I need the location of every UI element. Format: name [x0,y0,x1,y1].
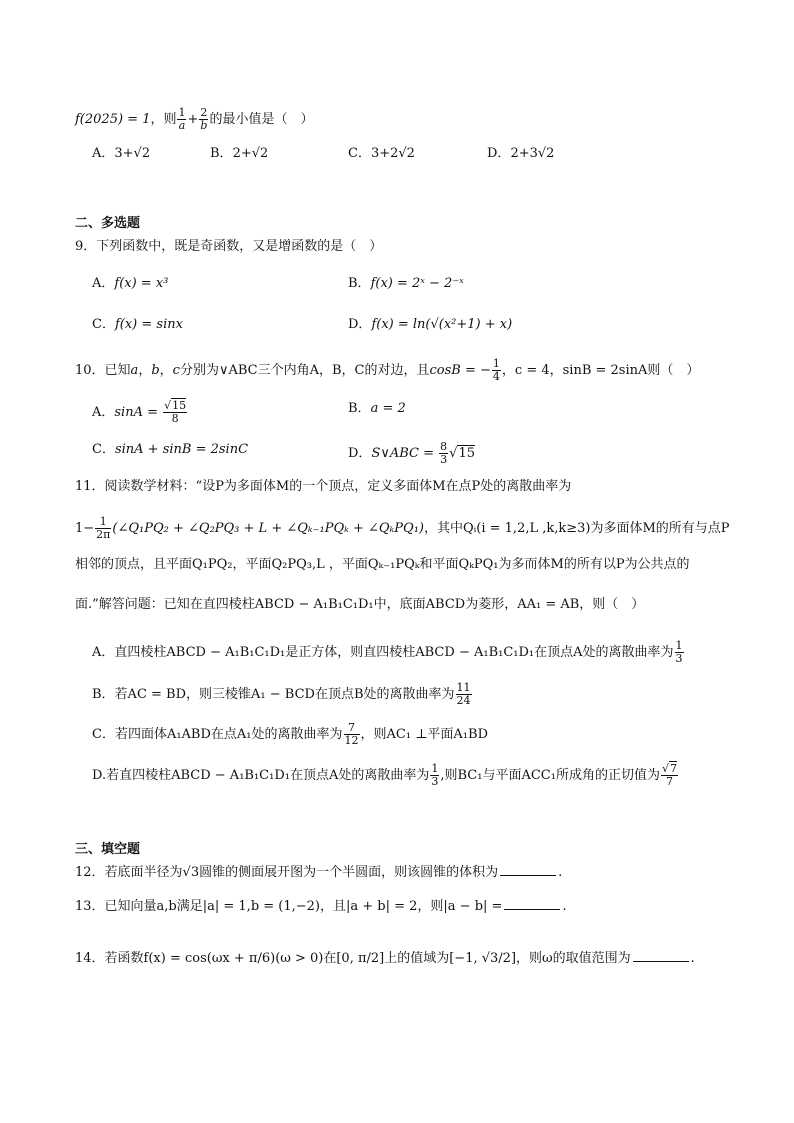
q8-option-d[interactable]: D．2+3√2 [487,146,555,161]
q8-stem-mid: ，则 [150,112,177,127]
q11-line-3: 相邻的顶点，且平面Q₁PQ₂，平面Q₂PQ₃,L ，平面Qₖ₋₁PQₖ和平面QₖPQ₁为多而体M的所有以P为公共点的 [75,557,690,572]
q10-option-a[interactable]: A．sinA = $\frac{√15}{8}$ [92,399,187,425]
q10-stem-a: 10．已知 [75,363,131,378]
q13: 13．已知向量a,b满足|a| = 1,b = (1,−2)，且|a + b| = 2，则|a − b| = . [75,899,567,914]
q11-line-4: 面.”解答问题：已知在直四棱柱ABCD − A₁B₁C₁D₁中，底面ABCD为菱形，AA₁ = AB，则（ ） [75,597,645,612]
q9-option-b[interactable]: B．f(x) = 2ˣ − 2⁻ˣ [348,276,464,291]
frac-2-b: $\frac{2}{b}$ [200,106,208,132]
q9-stem: 9．下列函数中，既是奇函数，又是增函数的是（ ） [75,239,383,254]
q14: 14．若函数f(x) = cos(ωx + π/6)(ω > 0)在[0, π/2]上的值域为[−1, √3/2]，则ω的取值范围为 . [75,951,695,966]
q11-line-2: 1− $\frac{1}{2\pi}$ (∠Q₁PQ₂ + ∠Q₂PQ₃ + L + ∠Qₖ₋₁PQₖ + ∠QₖPQ₁)，其中Qᵢ(i = 1,2,L ,k,k≥3)为多面体M的所有与点P [75,515,730,541]
q10-option-b[interactable]: B．a = 2 [348,401,406,416]
frac-1-a: $\frac{1}{a}$ [178,106,186,132]
frac-1-4: $\frac{1}{4}$ [492,357,500,383]
q14-answer-blank[interactable] [633,961,689,962]
q8-stem-pre: f(2025) = 1 [75,112,151,127]
q11-option-c[interactable]: C．若四面体A₁ABD在点A₁处的离散曲率为 $\frac{7}{12}$ ，则AC₁ ⊥平面A₁BD [92,721,488,747]
q10-option-c[interactable]: C．sinA + sinB = 2sinC [92,442,249,457]
section-multi-choice: 二、多选题 [75,216,141,231]
q8-option-b[interactable]: B．2+√2 [210,146,269,161]
q11-option-d[interactable]: D.若直四棱柱ABCD − A₁B₁C₁D₁在顶点A处的离散曲率为 $\frac{1}{3}$ ,则BC₁与平面ACC₁所成角的正切值为 $\frac{√7}{7}$ [92,762,677,788]
frac-8-3: $\frac{8}{3}$ [440,440,448,466]
q8-option-c[interactable]: C．3+2√2 [348,146,415,161]
q13-answer-blank[interactable] [504,909,560,910]
q11-line-2-post: ，其中Qᵢ(i = 1,2,L ,k,k≥3)为多面体M的所有与点P [424,521,730,536]
q10-option-d[interactable]: D．S∨ABC = $\frac{8}{3}$ √15 [348,440,475,466]
frac-1-2pi: $\frac{1}{2\pi}$ [96,515,111,541]
q11-option-b[interactable]: B．若AC = BD，则三棱锥A₁ − BCD在顶点B处的离散曲率为 $\frac{11}{24}$ [92,681,471,707]
q8-stem: f(2025) = 1，则 $\frac{1}{a}$ + $\frac{2}{b}$ 的最小值是（ ） [75,106,314,132]
section-fill-blank: 三、填空题 [75,842,141,857]
q9-option-a[interactable]: A．f(x) = x³ [92,276,169,291]
q12: 12．若底面半径为√3圆锥的侧面展开图为一个半圆面，则该圆锥的体积为 . [75,865,563,880]
q11-option-a[interactable]: A．直四棱柱ABCD − A₁B₁C₁D₁是正方体，则直四棱柱ABCD − A₁B₁C₁D₁在顶点A处的离散曲率为 $\frac{1}{3}$ [92,639,683,665]
q8-option-a[interactable]: A．3+√2 [92,146,151,161]
q8-stem-post: 的最小值是（ ） [209,112,314,127]
q12-answer-blank[interactable] [500,875,556,876]
q10-stem-c: ，c = 4，sinB = 2sinA则（ ） [501,363,700,378]
q11-line-1: 11．阅读数学材料：“设P为多面体M的一个顶点，定义多面体M在点P处的离散曲率为 [75,479,572,494]
frac-sqrt15-8: $\frac{√15}{8}$ [164,399,187,425]
q10-stem: 10．已知a，b，c分别为∨ABC三个内角A，B，C的对边，且cosB = − $\frac{1}{4}$ ，c = 4，sinB = 2sinA则（ ） [75,357,700,383]
q9-option-c[interactable]: C．f(x) = sinx [92,317,183,332]
q9-option-d[interactable]: D．f(x) = ln(√(x²+1) + x) [348,317,513,332]
q10-stem-b: 分别为∨ABC三个内角A，B，C的对边，且 [179,363,430,378]
